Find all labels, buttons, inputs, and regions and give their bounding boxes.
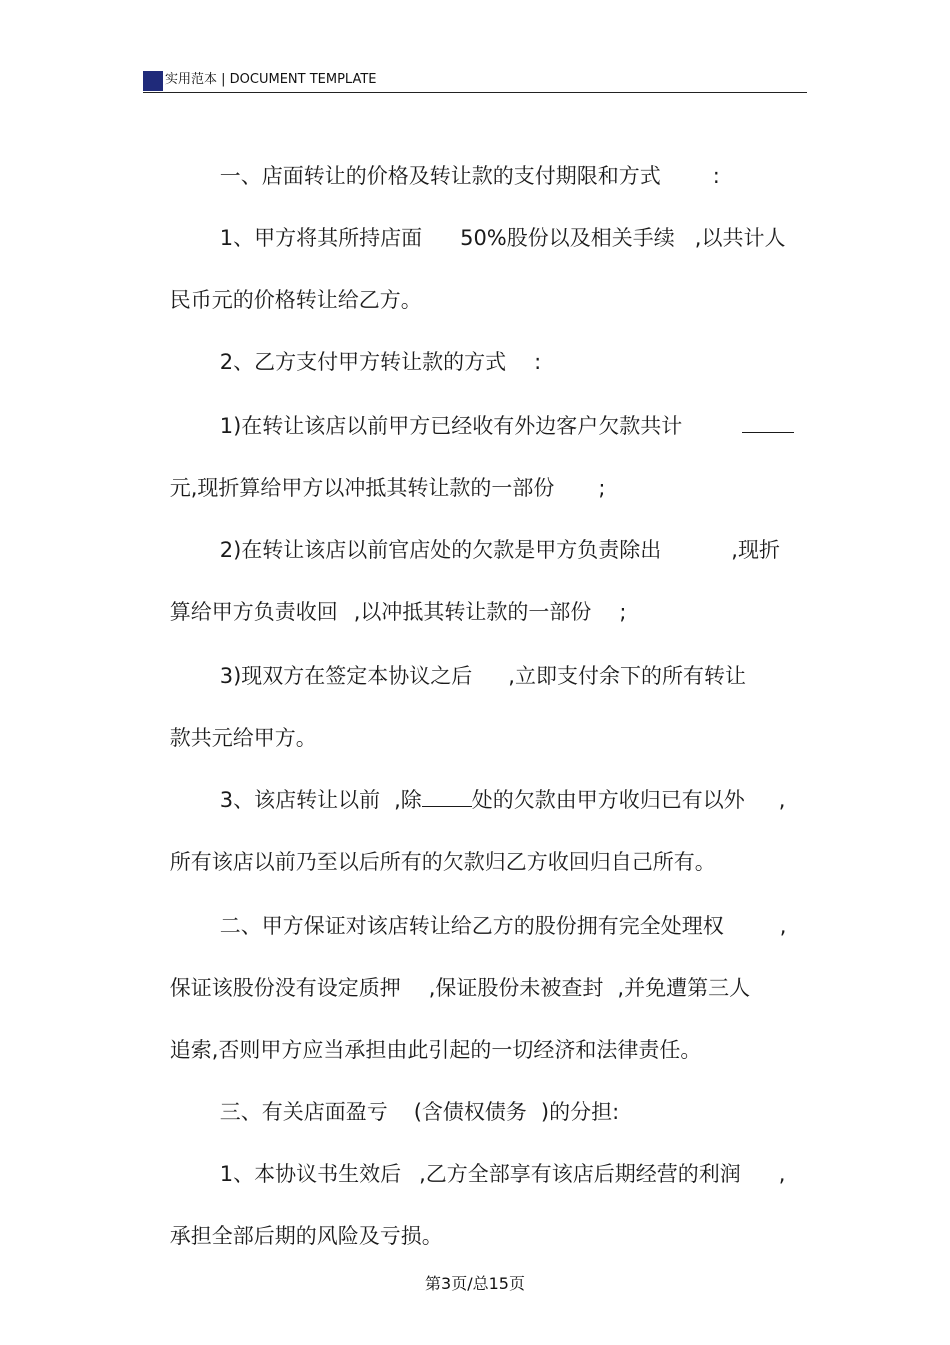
paragraph-line xyxy=(143,1194,443,1278)
text-run: ; xyxy=(619,600,627,624)
text-run: ,现折 xyxy=(731,538,780,562)
text-run: 3)现双方在签定本协议之后 xyxy=(219,664,473,688)
text-run: 1)在转让该店以前甲方已经收有外边客户欠款共计 xyxy=(219,414,683,438)
text-run: 2、乙方支付甲方转让款的方式 xyxy=(219,350,507,374)
text-run: , xyxy=(778,1162,786,1186)
text-run: ,保证股份未被查封 xyxy=(428,976,604,1000)
text-run: , xyxy=(778,788,786,812)
text-run: 1、本协议书生效后 xyxy=(219,1162,402,1186)
text-run: (含债权债务 xyxy=(413,1100,527,1124)
text-run: ,并免遭第三人 xyxy=(617,976,751,1000)
header-logo-square xyxy=(143,71,163,91)
text-run: , xyxy=(779,914,787,938)
text-run: 款共元给甲方。 xyxy=(169,726,317,750)
fill-in-blank xyxy=(742,412,794,433)
header-rule xyxy=(143,92,807,93)
text-run: )的分担: xyxy=(540,1100,620,1124)
text-run: 三、有关店面盈亏 xyxy=(219,1100,388,1124)
text-run: : xyxy=(534,350,542,374)
text-run: ,立即支付余下的所有转让 xyxy=(508,664,746,688)
text-run: 元,现折算给甲方以冲抵其转让款的一部份 xyxy=(169,476,555,500)
page-number: 第3页/总15页 xyxy=(425,1274,525,1293)
text-run: ,除 xyxy=(394,788,422,812)
text-run: 所有该店以前乃至以后所有的欠款归乙方收回归自己所有。 xyxy=(169,850,716,874)
text-run: ; xyxy=(598,476,606,500)
header-title: 实用范本 | DOCUMENT TEMPLATE xyxy=(165,72,377,87)
text-run: 承担全部后期的风险及亏损。 xyxy=(169,1224,443,1248)
text-run: 2)在转让该店以前官店处的欠款是甲方负责除出 xyxy=(219,538,662,562)
text-run: ,以冲抵其转让款的一部份 xyxy=(353,600,592,624)
text-run: ,乙方全部享有该店后期经营的利润 xyxy=(419,1162,741,1186)
fill-in-blank xyxy=(422,786,472,807)
text-run: 1、甲方将其所持店面 xyxy=(219,226,423,250)
text-run: 追索,否则甲方应当承担由此引起的一切经济和法律责任。 xyxy=(169,1038,702,1062)
text-run: 民币元的价格转让给乙方。 xyxy=(169,288,422,312)
text-run: ,以共计人 xyxy=(694,226,786,250)
text-run: 算给甲方负责收回 xyxy=(169,600,338,624)
text-run: 二、甲方保证对该店转让给乙方的股份拥有完全处理权 xyxy=(219,914,724,938)
text-run: 一、店面转让的价格及转让款的支付期限和方式 xyxy=(219,164,661,188)
text-run: : xyxy=(712,164,720,188)
text-run: 处的欠款由甲方收归已有以外 xyxy=(471,788,745,812)
text-run: 保证该股份没有设定质押 xyxy=(169,976,401,1000)
text-run: 3、该店转让以前 xyxy=(219,788,381,812)
text-run: 50%股份以及相关手续 xyxy=(460,226,675,250)
document-header xyxy=(143,68,807,94)
